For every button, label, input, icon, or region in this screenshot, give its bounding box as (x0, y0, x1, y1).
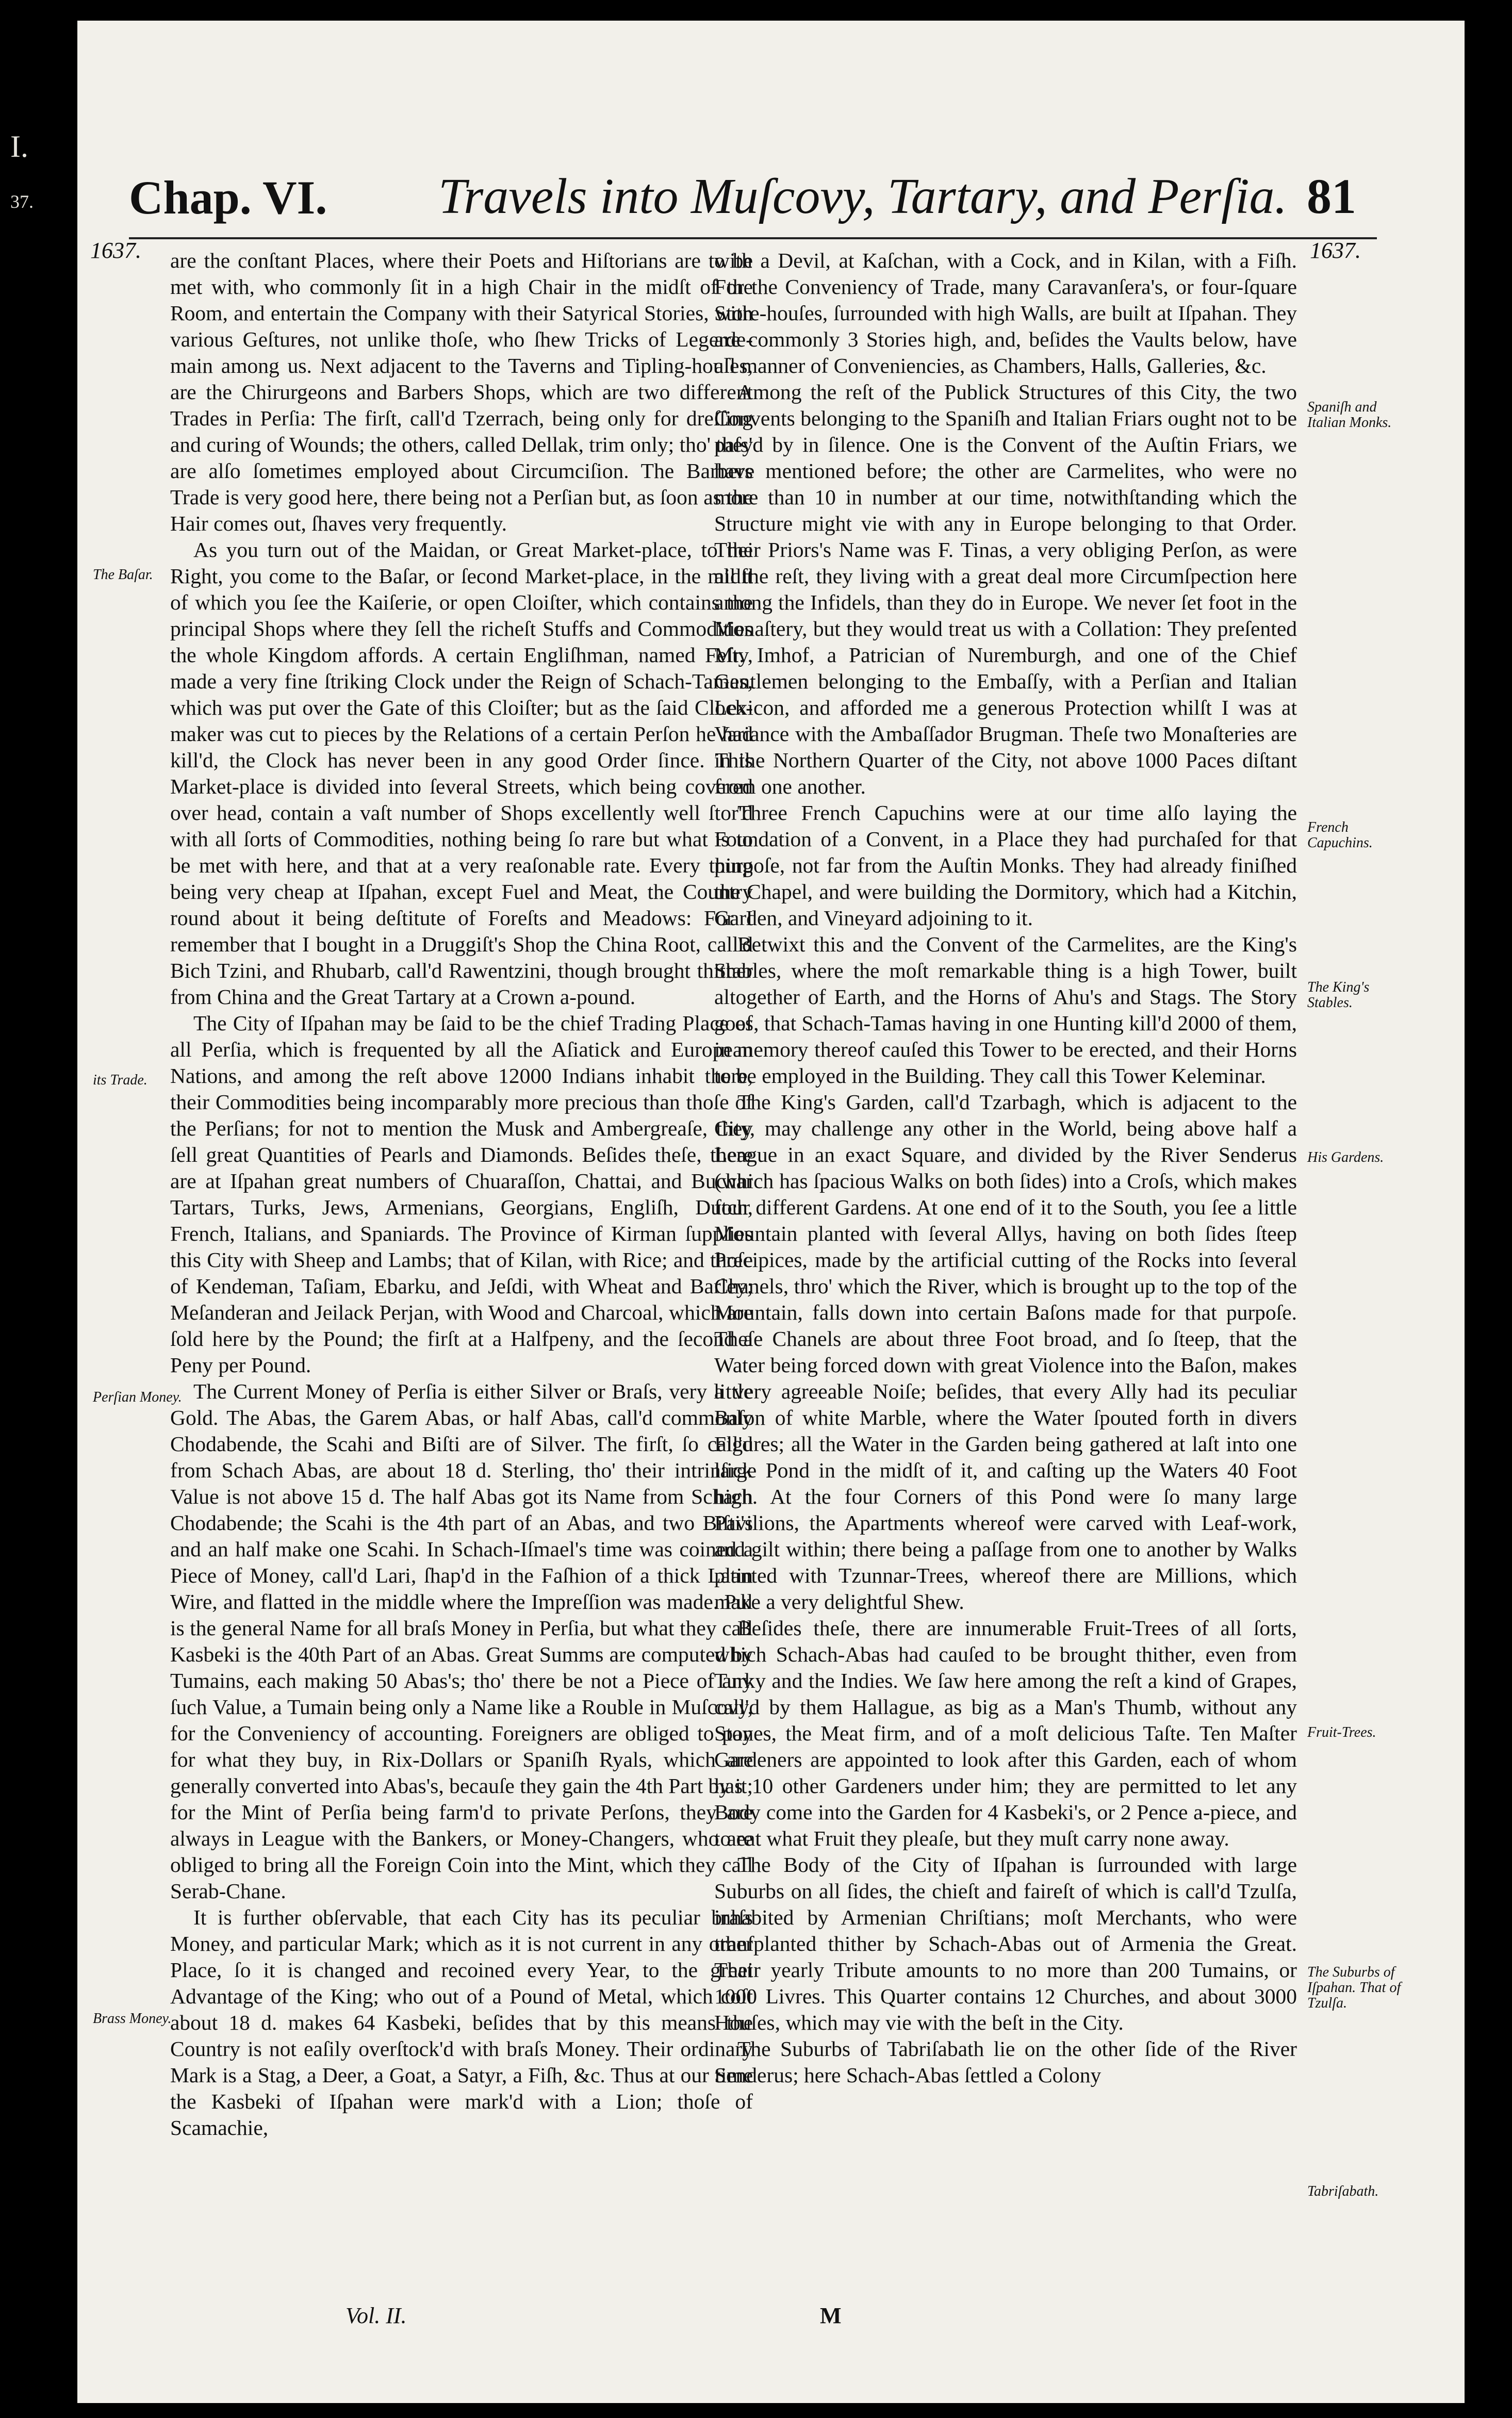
paragraph: The Current Money of Perſia is either Silver or Braſs, very little Gold. The Abas, the Garem Abas, or half Abas, call'd commonly Chodabende, the Scahi and Biſti are of Silver. The firſt, ſo call'd from Schach Abas, are about 18 d. Sterling, tho' their intrinſick Value is not above 15 d. The half Abas got its Name from Schach Chodabende; the Scahi is the 4th part of an Abas, and two Biſti's and an half make one Scahi. In Schach-Iſmael's time was coined a Piece of Money, call'd Lari, ſhap'd in the Faſhion of a thick Latin Wire, and flatted in the middle where the Impreſſion was made. Pul is the general Name for all braſs Money in Perſia, but what they call Kasbeki is the 40th Part of an Abas. Great Summs are computed by Tumains, each making 50 Abas's; tho' there be not a Piece of any ſuch Value, a Tumain being only a Name like a Rouble in Muſcovy, for the Conveniency of accounting. Foreigners are obliged to pay for what they buy, in Rix-Dollars or Spaniſh Ryals, which are generally converted into Abas's, becauſe they gain the 4th Part by it; for the Mint of Perſia being farm'd to private Perſons, they are always in League with the Bankers, or Money-Changers, who are obliged to bring all the Foreign Coin into the Mint, which they call Serab-Chane. (170, 1379, 753, 1903)
page-number: 81 (1307, 169, 1356, 224)
margin-note-monks: Spaniſh and Italian Monks. (1307, 399, 1392, 431)
left-text-column (170, 248, 753, 2310)
margin-note-gardens: His Gardens. (1307, 1149, 1384, 1165)
edge-fragment-1: I. (10, 129, 28, 163)
left-page-edge (0, 0, 77, 2418)
margin-note-stables: The King's Stables. (1307, 979, 1370, 1011)
paragraph: The City of Iſpahan may be ſaid to be the chief Trading Place of all Perſia, which is frequented by all the Aſiatick and European Nations, and among the reſt above 12000 Indians inhabit there, their Commodities being incomparably more precious than thoſe of the Perſians; for not to mention the Musk and Ambergreaſe, they ſell great Quantities of Pearls and Diamonds. Beſides theſe, there are at Iſpahan great numbers of Chuaraſſon, Chattai, and Buchar Tartars, Turks, Jews, Armenians, Georgians, Engliſh, Dutch, French, Italians, and Spaniards. The Province of Kirman ſupplies this City with Sheep and Lambs; that of Kilan, with Rice; and thoſe of Kendeman, Taſiam, Ebarku, and Jeſdi, with Wheat and Barley; Meſanderan and Jeilack Perjan, with Wood and Charcoal, which are ſold here by the Pound; the firſt at a Halfpeny, and the ſecond a Peny per Pound. (170, 1011, 753, 1377)
margin-note-trade: its Trade. (93, 1072, 147, 1088)
paragraph: Betwixt this and the Convent of the Carmelites, are the King's Stables, where the moſt remarkable thing is a high Tower, built altogether of Earth, and the Horns of Ahu's and Stags. The Story goes, that Schach-Tamas having in one Hunting kill'd 2000 of them, in memory thereof cauſed this Tower to be erected, and their Horns to be employed in the Building. They call this Tower Keleminar. (714, 932, 1297, 1088)
paragraph: As you turn out of the Maidan, or Great Market-place, to the Right, you come to the Baſar, or ſecond Market-place, in the midſt of which you ſee the Kaiſerie, or open Cloiſter, which contains the principal Shops where they ſell the richeſt Stuffs and Commodities the whole Kingdom affords. A certain Engliſhman, named Feſty, made a very fine ſtriking Clock under the Reign of Schach-Tamas, which was put over the Gate of this Cloiſter; but as the ſaid Clock-maker was cut to pieces by the Relations of a certain Perſon he had kill'd, the Clock has never been in any good Order ſince. This Market-place is divided into ſeveral Streets, which being covered over head, contain a vaſt number of Shops excellently well ſtor'd with all ſorts of Commodities, nothing being ſo rare but what is to be met with here, and that at a very reaſonable rate. Every thing being very cheap at Iſpahan, except Fuel and Meat, the Country round about it being deſtitute of Foreſts and Meadows: For I remember that I bought in a Druggiſt's Shop the China Root, call'd Bich Tzini, and Rhubarb, call'd Rawentzini, though brought thither from China and the Great Tartary at a Crown a-pound. (170, 538, 753, 1009)
margin-note-basar: The Baſar. (93, 567, 153, 583)
margin-note-brass-money: Brass Money. (93, 2011, 172, 2027)
margin-note-suburbs: The Suburbs of Iſpahan. That of Tzulſa. (1307, 1964, 1401, 2011)
margin-note-capuchins: French Capuchins. (1307, 819, 1373, 851)
paragraph: Three French Capuchins were at our time alſo laying the Foundation of a Convent, in a Place they had purchaſed for that purpoſe, not far from the Auſtin Monks. They had already finiſhed the Chapel, and were building the Dormitory, which had a Kitchin, Garden, and Vineyard adjoining to it. (714, 801, 1297, 930)
chapter-label: Chap. VI. (129, 171, 327, 224)
edge-fragment-2: 37. (10, 191, 34, 212)
paragraph: It is further obſervable, that each City has its peculiar braſs Money, and particular Mark; which as it is not current in any other Place, ſo it is changed and recoined every Year, to the great Advantage of the King; who out of a Pound of Metal, which coſt about 18 d. makes 64 Kasbeki, beſides that by this means the Country is not eaſily overſtock'd with braſs Money. Their ordinary Mark is a Stag, a Deer, a Goat, a Satyr, a Fiſh, &c. Thus at our time the Kasbeki of Iſpahan were mark'd with a Lion; thoſe of Scamachie, (170, 1905, 753, 2140)
paragraph: The Suburbs of Tabriſabath lie on the other ſide of the River Senderus; here Schach-Abas ſettled a Colony (714, 2037, 1297, 2087)
book-page (77, 21, 1465, 2403)
signature-mark: M (820, 2303, 842, 2328)
paragraph: The King's Garden, call'd Tzarbagh, which is adjacent to the City, may challenge any other in the World, being above half a League in an exact Square, and divided by the River Senderus (which has ſpacious Walks on both ſides) into a Croſs, which makes four different Gardens. At one end of it to the South, you ſee a little Mountain planted with ſeveral Allys, having on both ſides ſteep Precipices, made by the artificial cutting of the Rocks into ſeveral Chanels, thro' which the River, which is brought up to the top of the Mountain, falls down into certain Baſons made for that purpoſe. Theſe Chanels are about three Foot broad, and ſo ſteep, that the Water being forced down with great Violence into the Baſon, makes a very agreeable Noiſe; beſides, that every Ally had its peculiar Baſon of white Marble, where the Water ſpouted forth in divers Figures; all the Water in the Garden being gathered at laſt into one large Pond in the midſt of it, and caſting up the Waters 40 Foot high. At the four Corners of this Pond were ſo many large Pavilions, the Apartments whereof were carved with Leaf-work, and gilt within; there being a paſſage from one to another by Walks planted with Tzunnar-Trees, whereof there are Millions, which make a very delightful Shew. (714, 1090, 1297, 1614)
paragraph: Among the reſt of the Publick Structures of this City, the two Convents belonging to the Spaniſh and Italian Friars ought not to be paſs'd by in ſilence. One is the Convent of the Auſtin Friars, we have mentioned before; the other are Carmelites, who were no more than 10 in number at our time, notwithſtanding which the Structure might vie with any in Europe belonging to that Order. Their Priors's Name was F. Tinas, a very obliging Perſon, as were all the reſt, they living with a great deal more Circumſpection here among the Infidels, than they do in Europe. We never ſet foot in the Monaſtery, but they would treat us with a Collation: They preſented Mr. Imhof, a Patrician of Nuremburgh, and one of the Chief Gentlemen belonging to the Embaſſy, with a Perſian and Italian Lexicon, and afforded me a generous Protection whilſt I was at Variance with the Ambaſſador Brugman. Theſe two Monaſteries are in the Northern Quarter of the City, not above 1000 Paces diſtant from one another. (714, 380, 1297, 798)
paragraph: are the conſtant Places, where their Poets and Hiſtorians are to be met with, who commonly ſit in a high Chair in the midſt of the Room, and entertain the Company with their Satyrical Stories, with various Geſtures, not unlike thoſe, who ſhew Tricks of Legerde-main among us. Next adjacent to the Taverns and Tipling-houſes, are the Chirurgeons and Barbers Shops, which are two different Trades in Perſia: The firſt, call'd Tzerrach, being only for dreſſing and curing of Wounds; the others, called Dellak, trim only; tho' they are alſo ſometimes employed about Circumciſion. The Barbers Trade is very good here, there being not a Perſian but, as ſoon as the Hair comes out, ſhaves very frequently. (170, 249, 753, 535)
margin-note-fruit-trees: Fruit-Trees. (1307, 1724, 1376, 1740)
volume-label: Vol. II. (346, 2303, 407, 2328)
running-head (129, 155, 1377, 239)
year-right: 1637. (1310, 238, 1361, 263)
margin-note-money: Perſian Money. (93, 1389, 182, 1405)
paragraph: with a Devil, at Kaſchan, with a Cock, and in Kilan, with a Fiſh. For the Conveniency of Trade, many Caravanſera's, or four-ſquare Store-houſes, ſurrounded with high Walls, are built at Iſpahan. They are commonly 3 Stories high, and, beſides the Vaults below, have all manner of Conveniencies, as Chambers, Halls, Galleries, &c. (714, 249, 1297, 377)
paragraph: The Body of the City of Iſpahan is ſurrounded with large Suburbs on all ſides, the chieſt and faireſt of which is call'd Tzulſa, inhabited by Armenian Chriſtians; moſt Merchants, who were tranſplanted thither by Schach-Abas out of Armenia the Great. Their yearly Tribute amounts to no more than 200 Tumains, or 1000 Livres. This Quarter contains 12 Churches, and about 3000 Houſes, which may vie with the beſt in the City. (714, 1853, 1297, 2034)
paragraph: Beſides theſe, there are innumerable Fruit-Trees of all ſorts, which Schach-Abas had cauſed to be brought thither, even from Turky and the Indies. We ſaw here among the reſt a kind of Grapes, call'd by them Hallague, as big as a Man's Thumb, without any Stones, the Meat firm, and of a moſt delicious Taſte. Ten Maſter Gardeners are appointed to look after this Garden, each of whom has 10 other Gardeners under him; they are permitted to let any Body come into the Garden for 4 Kasbeki's, or 2 Pence a-piece, and to eat what Fruit they pleaſe, but they muſt carry none away. (714, 1616, 1297, 1850)
right-text-column (714, 248, 1297, 2310)
year-left: 1637. (90, 238, 141, 263)
running-title: Travels into Muſcovy, Tartary, and Perſia. (438, 169, 1288, 224)
margin-note-tabrisabath: Tabriſabath. (1307, 2183, 1379, 2199)
